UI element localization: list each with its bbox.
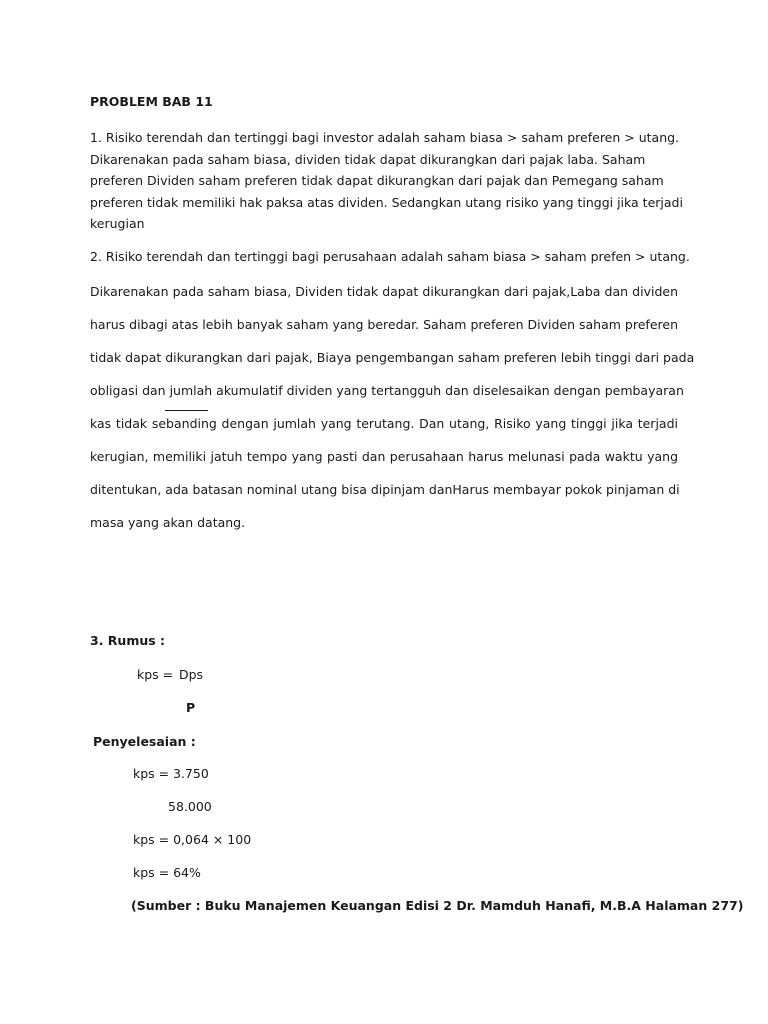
decorative-overline — [165, 410, 208, 411]
step1-lhs: kps = — [133, 766, 170, 781]
step2-line: kps = 0,064 × 100 — [133, 832, 252, 847]
answer-2-line: Dikarenakan pada saham biasa, Dividen tidak dapat dikurangkan dari pajak,Laba dan dividen — [90, 284, 678, 299]
answer-1-paragraph — [90, 127, 683, 235]
answer-3-heading: 3. Rumus : — [90, 633, 166, 648]
answer-2-paragraph — [90, 282, 695, 546]
answer-1-line: Dikarenakan pada saham biasa, dividen tidak dapat dikurangkan dari pajak laba. Saham — [90, 151, 646, 167]
step3-line: kps = 64% — [133, 865, 201, 880]
answer-1-line: 1. Risiko terendah dan tertinggi bagi investor adalah saham biasa > saham preferen > utang. — [90, 130, 680, 145]
formula-denominator: P — [186, 700, 196, 715]
answer-2-line: kas tidak sebanding dengan jumlah yang terutang. Dan utang, Risiko yang tinggi jika terjadi — [90, 416, 678, 431]
answer-2-line: harus dibagi atas lebih banyak saham yang beredar. Saham preferen Dividen saham preferen — [90, 317, 678, 332]
answer-2-line: obligasi dan jumlah akumulatif dividen yang tertangguh dan diselesaikan dengan pembayaran — [90, 383, 684, 398]
step1-denominator: 58.000 — [168, 799, 212, 814]
formula-lhs: kps = — [137, 667, 174, 682]
step1-numerator: 3.750 — [173, 766, 209, 781]
solution-heading: Penyelesaian : — [93, 734, 196, 749]
answer-1-line: preferen tidak memiliki hak paksa atas dividen. Sedangkan utang risiko yang tinggi jika terjadi — [90, 194, 683, 210]
document-title: PROBLEM BAB 11 — [90, 94, 213, 109]
answer-2-line: kerugian, memiliki jatuh tempo yang pasti dan perusahaan harus melunasi pada waktu yang — [90, 449, 678, 464]
answer-1-line: preferen Dividen saham preferen tidak dapat dikurangkan dari pajak dan Pemegang saham — [90, 173, 664, 188]
answer-2-intro: 2. Risiko terendah dan tertinggi bagi perusahaan adalah saham biasa > saham prefen > utang. — [90, 249, 690, 264]
formula-numerator: Dps — [179, 667, 204, 682]
source-citation: (Sumber : Buku Manajemen Keuangan Edisi 2 Dr. Mamduh Hanafi, M.B.A Halaman 277) — [131, 898, 744, 913]
answer-1-line: kerugian — [90, 216, 145, 231]
answer-2-line: tidak dapat dikurangkan dari pajak, Biaya pengembangan saham preferen lebih tinggi dari pada — [90, 350, 695, 365]
answer-2-line: masa yang akan datang. — [90, 515, 246, 530]
answer-2-line: ditentukan, ada batasan nominal utang bisa dipinjam danHarus membayar pokok pinjaman di — [90, 482, 680, 497]
